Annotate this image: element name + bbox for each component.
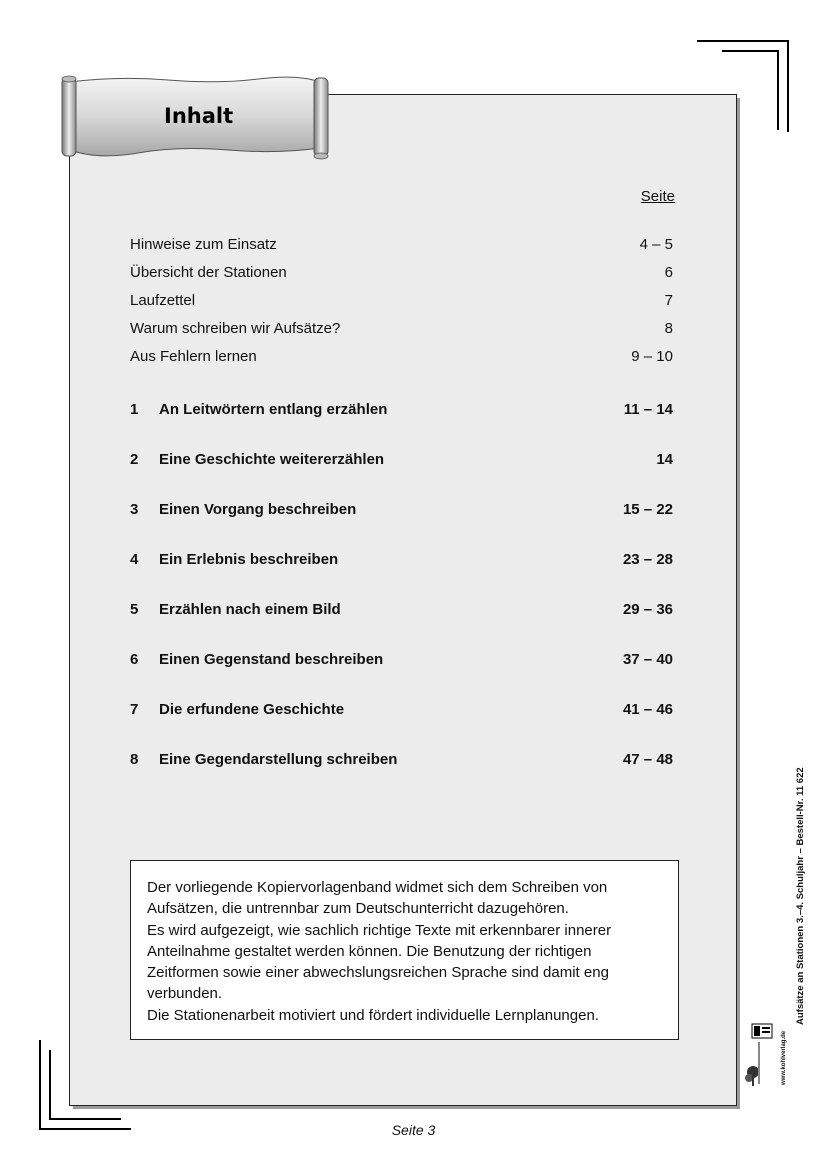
chapter-pages: 41 – 46 bbox=[622, 701, 673, 718]
info-line: Es wird aufgezeigt, wie sachlich richtige Texte mit erkennbarer innerer bbox=[147, 921, 612, 939]
page-title: Inhalt bbox=[164, 104, 234, 128]
info-box bbox=[130, 860, 679, 1040]
chapter-pages: 23 – 28 bbox=[622, 551, 673, 568]
imprint-text: Aufsätze an Stationen 3.–4. Schuljahr – Bestell-Nr. 11 622 bbox=[795, 767, 806, 1025]
publisher-url: www.kohlverlag.de bbox=[781, 1030, 787, 1085]
info-line: Der vorliegende Kopiervorlagenband widmet sich dem Schreiben von bbox=[147, 879, 608, 896]
chapter-pages: 15 – 22 bbox=[622, 501, 673, 518]
chapter-title: Die erfundene Geschichte bbox=[159, 701, 345, 718]
chapter-number: 4 bbox=[130, 551, 139, 568]
toc-chapter bbox=[130, 751, 675, 771]
chapter-title: Eine Gegendarstellung schreiben bbox=[159, 751, 398, 768]
panel-shadow-bottom bbox=[73, 1106, 740, 1109]
chapter-pages: 11 – 14 bbox=[623, 401, 673, 418]
toc-entry bbox=[130, 292, 675, 312]
toc-entry-pages: 8 bbox=[664, 320, 673, 337]
toc-entry-pages: 9 – 10 bbox=[631, 348, 673, 365]
toc-entry bbox=[130, 320, 675, 340]
publisher-logo-icon bbox=[744, 1022, 774, 1088]
toc-entry-label: Übersicht der Stationen bbox=[130, 264, 287, 281]
chapter-number: 1 bbox=[130, 401, 139, 418]
chapter-number: 3 bbox=[130, 501, 139, 518]
toc-entry bbox=[130, 348, 675, 368]
corner-bracket-bottom-left-v1 bbox=[39, 1040, 41, 1130]
chapter-number: 8 bbox=[130, 751, 139, 768]
panel-shadow-right bbox=[737, 98, 740, 1108]
toc-entry-label: Aus Fehlern lernen bbox=[130, 348, 257, 365]
info-line: Zeitformen sowie einer abwechslungsreichen Sprache sind damit eng bbox=[147, 964, 609, 982]
chapter-number: 5 bbox=[130, 601, 139, 618]
chapter-pages: 47 – 48 bbox=[622, 751, 673, 768]
info-line: Anteilnahme gestaltet werden können. Die Benutzung der richtigen bbox=[147, 942, 592, 960]
toc-chapter bbox=[130, 551, 675, 571]
info-line: Aufsätzen, die untrennbar zum Deutschunterricht dazugehören. bbox=[147, 900, 569, 918]
toc-chapter bbox=[130, 651, 675, 671]
toc-chapter bbox=[130, 501, 675, 521]
corner-bracket-top-right-h1 bbox=[697, 40, 789, 42]
toc-chapter bbox=[130, 401, 675, 421]
corner-bracket-top-right-v2 bbox=[777, 50, 779, 130]
chapter-title: Erzählen nach einem Bild bbox=[159, 601, 341, 618]
toc-entry-pages: 6 bbox=[664, 264, 673, 281]
corner-bracket-bottom-left-h2 bbox=[49, 1118, 121, 1120]
toc-entry bbox=[130, 236, 675, 256]
toc-entry-label: Warum schreiben wir Aufsätze? bbox=[130, 320, 341, 337]
chapter-title: An Leitwörtern entlang erzählen bbox=[159, 401, 388, 418]
chapter-number: 2 bbox=[130, 451, 139, 468]
chapter-number: 6 bbox=[130, 651, 139, 668]
corner-bracket-bottom-left-v2 bbox=[49, 1050, 51, 1120]
info-line: Die Stationenarbeit motiviert und fördert individuelle Lernplanungen. bbox=[147, 1006, 599, 1024]
pages-column-header: Seite bbox=[640, 188, 675, 205]
chapter-title: Eine Geschichte weitererzählen bbox=[159, 451, 385, 468]
chapter-pages: 37 – 40 bbox=[622, 651, 673, 668]
info-line: verbunden. bbox=[147, 985, 223, 1003]
corner-bracket-top-right-v1 bbox=[787, 40, 789, 132]
chapter-title: Einen Gegenstand beschreiben bbox=[159, 651, 384, 668]
chapter-title: Ein Erlebnis beschreiben bbox=[159, 551, 339, 568]
toc-chapter bbox=[130, 451, 675, 471]
corner-bracket-top-right-h2 bbox=[722, 50, 779, 52]
toc-entry-pages: 4 – 5 bbox=[639, 236, 673, 253]
chapter-pages: 14 bbox=[656, 451, 673, 468]
page-number: Seite 3 bbox=[391, 1122, 436, 1138]
toc-entry-pages: 7 bbox=[664, 292, 673, 309]
toc-chapter bbox=[130, 601, 675, 621]
chapter-title: Einen Vorgang beschreiben bbox=[159, 501, 357, 518]
toc-entry-label: Hinweise zum Einsatz bbox=[130, 236, 277, 253]
toc-chapter bbox=[130, 701, 675, 721]
toc-entry-label: Laufzettel bbox=[130, 292, 196, 309]
toc-entry bbox=[130, 264, 675, 284]
chapter-pages: 29 – 36 bbox=[622, 601, 673, 618]
chapter-number: 7 bbox=[130, 701, 139, 718]
